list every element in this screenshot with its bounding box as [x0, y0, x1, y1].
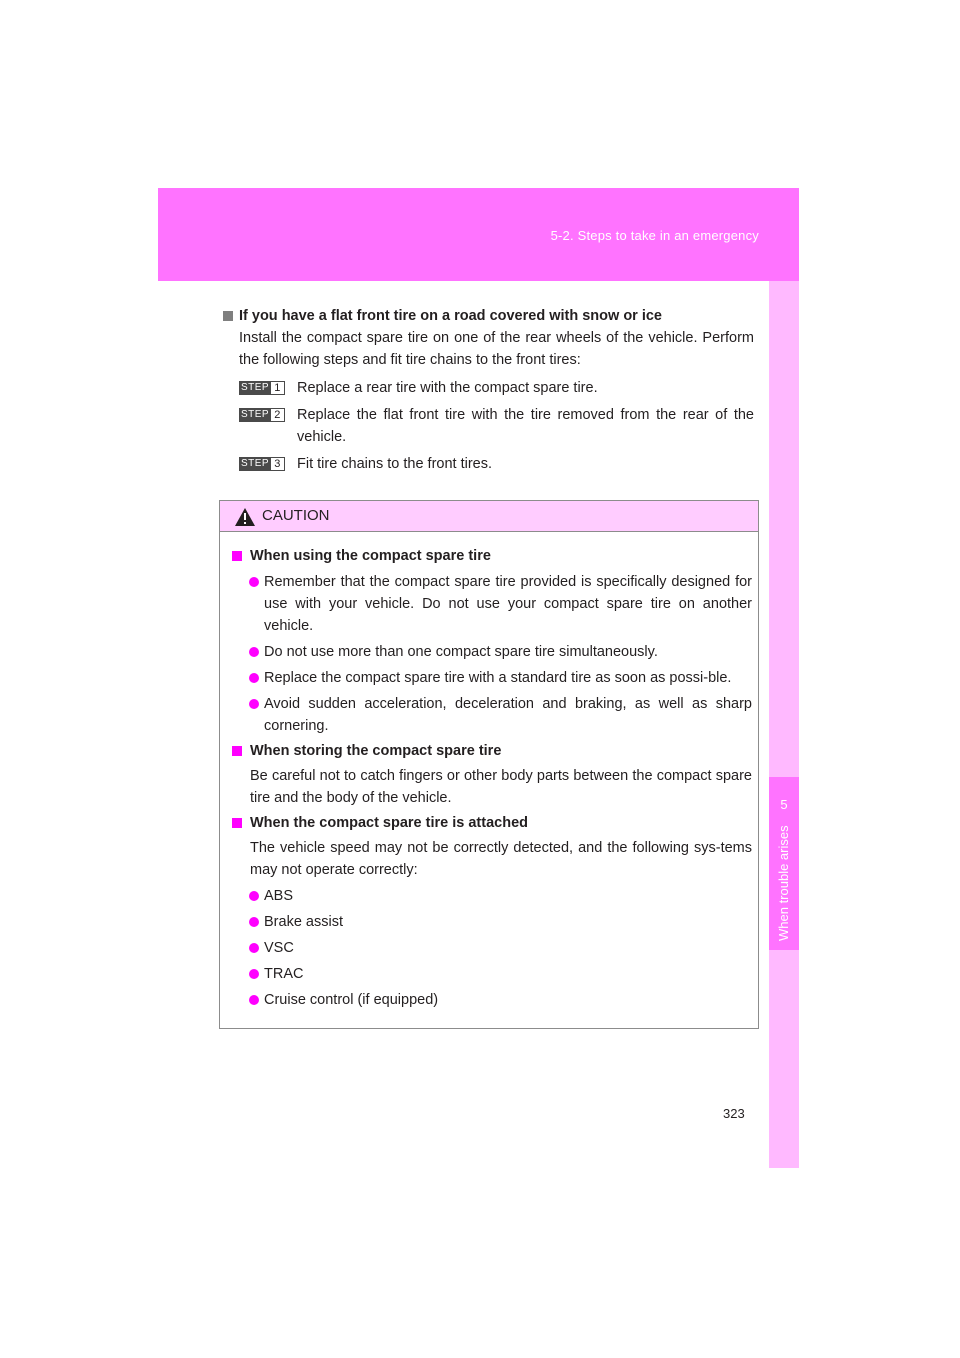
round-bullet-icon: [249, 673, 259, 683]
step-badge-number: 3: [271, 457, 285, 471]
caution-section-heading: [232, 740, 752, 762]
step-text: Fit tire chains to the front tires.: [297, 456, 493, 472]
caution-bullet-text: TRAC: [264, 966, 304, 982]
step-badge: [239, 381, 285, 395]
step-item: [239, 404, 754, 448]
caution-box: [219, 500, 759, 1029]
caution-bullet-text: Brake assist: [264, 914, 343, 930]
step-badge-label: STEP: [240, 458, 270, 469]
caution-section-heading: [232, 812, 752, 834]
caution-bullet-text: Cruise control (if equipped): [264, 992, 439, 1008]
caution-heading-text: When using the compact spare tire: [250, 548, 491, 564]
step-badge-label: STEP: [240, 382, 270, 393]
header-band: [158, 188, 799, 281]
main-heading-text: If you have a flat front tire on a road covered with snow or ice: [239, 308, 662, 324]
chapter-tab[interactable]: [769, 777, 799, 950]
caution-bullet: [232, 641, 752, 663]
round-bullet-icon: [249, 891, 259, 901]
caution-bullet: [232, 911, 752, 933]
step-text: Replace a rear tire with the compact spare tire.: [297, 380, 598, 396]
side-strip: [769, 281, 799, 1168]
square-bullet-icon: [232, 746, 242, 756]
main-content: [223, 305, 754, 480]
step-badge-number: 2: [271, 408, 285, 422]
caution-header: [220, 501, 758, 532]
step-badge-label: STEP: [240, 409, 270, 420]
square-bullet-icon: [223, 311, 233, 321]
caution-title: CAUTION: [262, 507, 330, 524]
caution-bullet-text: Avoid sudden acceleration, deceleration and braking, as well as sharp cornering.: [264, 696, 752, 734]
main-heading: [223, 305, 754, 327]
square-bullet-icon: [232, 818, 242, 828]
caution-bullet: [232, 989, 752, 1011]
round-bullet-icon: [249, 943, 259, 953]
chapter-label: When trouble arises: [776, 825, 791, 941]
round-bullet-icon: [249, 917, 259, 927]
round-bullet-icon: [249, 647, 259, 657]
caution-bullet: [232, 571, 752, 637]
chapter-number: 5: [780, 797, 788, 812]
caution-bullet-text: VSC: [264, 940, 294, 956]
round-bullet-icon: [249, 577, 259, 587]
round-bullet-icon: [249, 969, 259, 979]
square-bullet-icon: [232, 551, 242, 561]
caution-section-heading: [232, 545, 752, 567]
caution-bullet-text: Replace the compact spare tire with a standard tire as soon as possi-ble.: [264, 670, 732, 686]
caution-bullet: [232, 885, 752, 907]
caution-bullet: [232, 667, 752, 689]
caution-bullet: [232, 693, 752, 737]
caution-paragraph: Be careful not to catch fingers or other body parts between the compact spare tire and the body of the vehicle.: [250, 768, 752, 806]
caution-bullet-text: Remember that the compact spare tire provided is specifically designed for use with your vehicle. Do not use your compact spare tire on another vehicle.: [264, 574, 752, 634]
caution-bullet-text: Do not use more than one compact spare tire simultaneously.: [264, 644, 658, 660]
caution-bullet-text: ABS: [264, 888, 294, 904]
step-badge: [239, 457, 285, 471]
round-bullet-icon: [249, 995, 259, 1005]
caution-bullet: [232, 937, 752, 959]
steps-list: [239, 377, 754, 475]
caution-bullet: [232, 963, 752, 985]
step-text: Replace the flat front tire with the tire removed from the rear of the vehicle.: [297, 407, 754, 445]
round-bullet-icon: [249, 699, 259, 709]
caution-body: [220, 532, 758, 1011]
step-item: [239, 453, 754, 475]
caution-heading-text: When storing the compact spare tire: [250, 743, 502, 759]
caution-paragraph: The vehicle speed may not be correctly detected, and the following sys-tems may not operate correctly:: [250, 840, 752, 878]
page-number: 323: [723, 1106, 745, 1121]
warning-triangle-icon: [234, 507, 256, 527]
section-title: 5-2. Steps to take in an emergency: [550, 228, 759, 243]
step-item: [239, 377, 754, 399]
step-badge: [239, 408, 285, 422]
step-badge-number: 1: [271, 381, 285, 395]
caution-heading-text: When the compact spare tire is attached: [250, 815, 528, 831]
intro-text: Install the compact spare tire on one of the rear wheels of the vehicle. Perform the following steps and fit tire chains to the front tires:: [239, 330, 754, 368]
